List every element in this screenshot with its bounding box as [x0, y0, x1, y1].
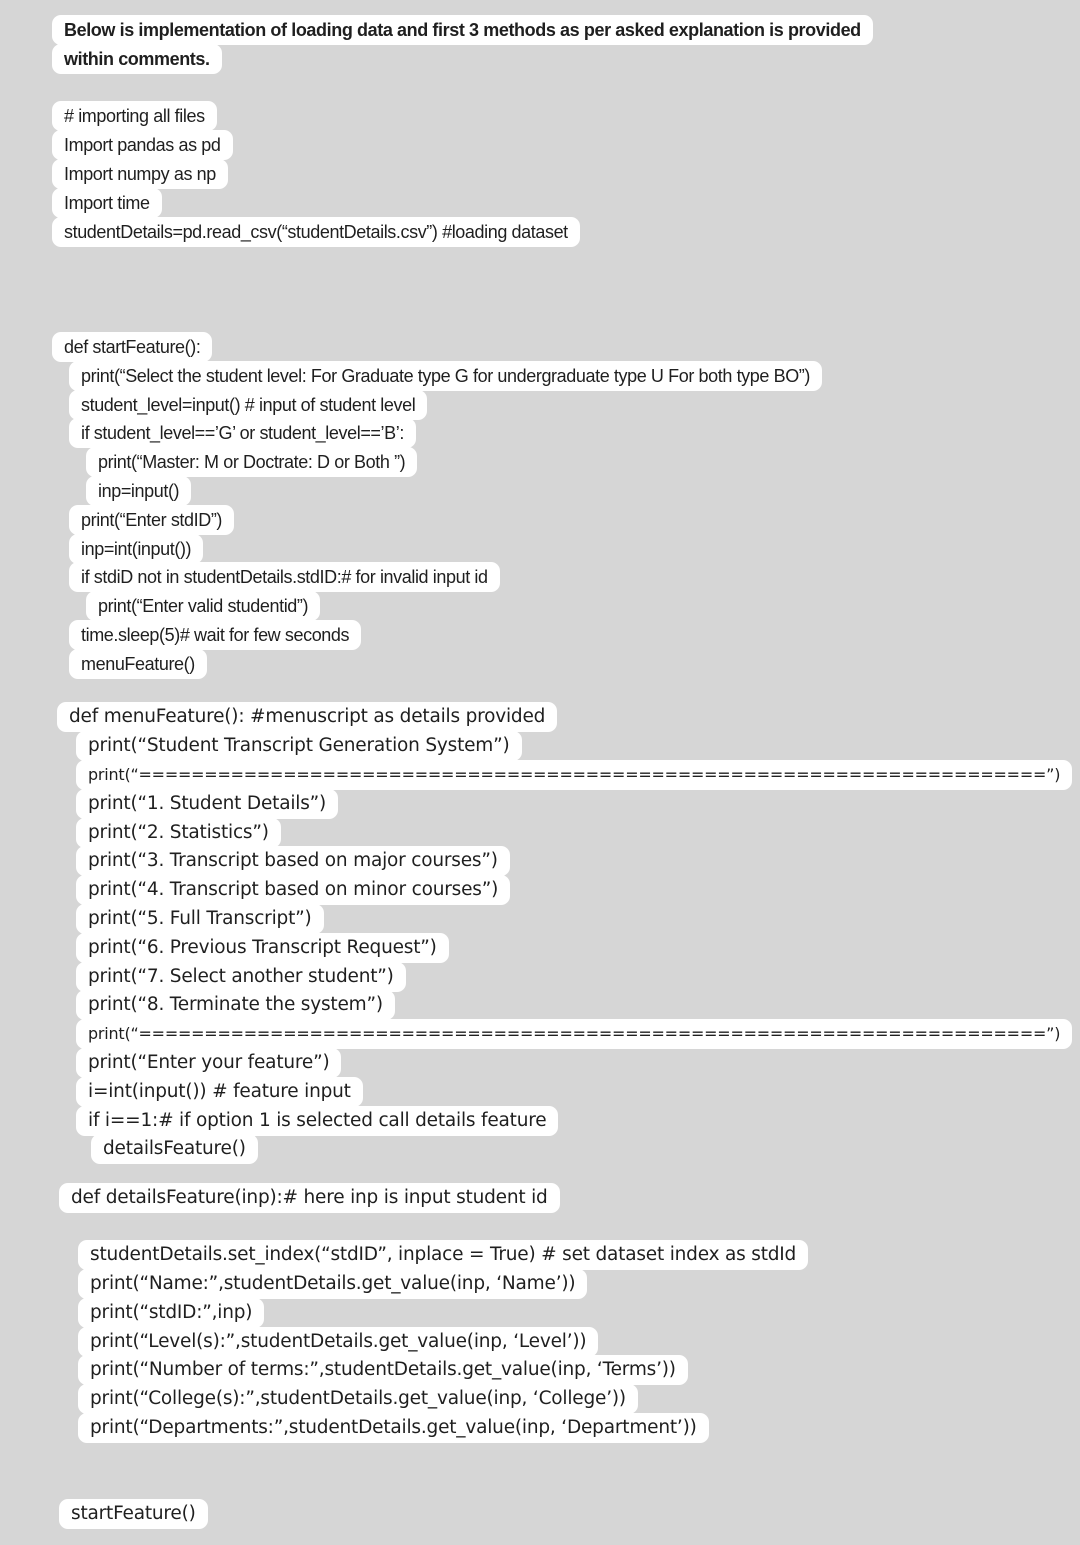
code-line-import-comment: # importing all files: [52, 101, 217, 131]
code-line: print(“7. Select another student”): [76, 962, 406, 992]
code-line: i=int(input()) # feature input: [76, 1077, 363, 1107]
code-line: print(“Departments:”,studentDetails.get_value(inp, ‘Department’)): [78, 1413, 709, 1443]
code-line: print(“Enter your feature”): [76, 1048, 341, 1078]
intro-line-1: Below is implementation of loading data and first 3 methods as per asked explanation is provided: [52, 15, 873, 45]
code-line: print(“6. Previous Transcript Request”): [76, 933, 449, 963]
code-line: print(“Level(s):”,studentDetails.get_value(inp, ‘Level’)): [78, 1327, 598, 1357]
code-line: print(“Enter stdID”): [69, 505, 234, 535]
code-line-import-pandas: Import pandas as pd: [52, 130, 233, 160]
code-line-import-numpy: Import numpy as np: [52, 159, 228, 189]
code-line: time.sleep(5)# wait for few seconds: [69, 620, 361, 650]
code-line: print(“Name:”,studentDetails.get_value(inp, ‘Name’)): [78, 1269, 587, 1299]
code-line: print(“College(s):”,studentDetails.get_value(inp, ‘College’)): [78, 1384, 638, 1414]
code-line: if student_level==’G’ or student_level==’B’:: [69, 418, 416, 448]
code-line: student_level=input() # input of student level: [69, 390, 427, 420]
code-line: print(“Enter valid studentid”): [86, 591, 320, 621]
code-line: print(“2. Statistics”): [76, 818, 281, 848]
code-line: print(“Student Transcript Generation System”): [76, 731, 522, 761]
code-line: print(“4. Transcript based on minor courses”): [76, 875, 510, 905]
code-line: print(“Master: M or Doctrate: D or Both ”): [86, 447, 417, 477]
code-line: menuFeature(): [69, 649, 207, 679]
code-line-def-start-feature: def startFeature():: [52, 332, 212, 362]
code-line: print(“8. Terminate the system”): [76, 990, 395, 1020]
code-line: studentDetails.set_index(“stdID”, inplace = True) # set dataset index as stdId: [78, 1240, 808, 1270]
code-line-def-details-feature: def detailsFeature(inp):# here inp is input student id: [59, 1183, 560, 1213]
code-line: print(“3. Transcript based on major courses”): [76, 846, 510, 876]
code-line-separator: print(“=====================================================================”): [76, 1019, 1072, 1049]
code-line-def-menu-feature: def menuFeature(): #menuscript as details provided: [57, 702, 557, 732]
code-line: inp=input(): [86, 476, 191, 506]
code-line: print(“stdID:”,inp): [78, 1298, 264, 1328]
code-line-separator: print(“=====================================================================”): [76, 760, 1072, 790]
intro-line-2: within comments.: [52, 44, 222, 74]
code-line-start-feature-call: startFeature(): [59, 1499, 208, 1529]
code-line: if stdiD not in studentDetails.stdID:# for invalid input id: [69, 562, 500, 592]
code-line: inp=int(input()): [69, 534, 203, 564]
code-line: print(“1. Student Details”): [76, 789, 338, 819]
code-line: print(“Number of terms:”,studentDetails.get_value(inp, ‘Terms’)): [78, 1355, 688, 1385]
code-line-import-time: Import time: [52, 188, 162, 218]
code-line: detailsFeature(): [91, 1134, 258, 1164]
code-line: print(“5. Full Transcript”): [76, 904, 324, 934]
code-line-read-csv: studentDetails=pd.read_csv(“studentDetails.csv”) #loading dataset: [52, 217, 580, 247]
code-line: print(“Select the student level: For Graduate type G for undergraduate type U For both type BO”): [69, 361, 822, 391]
code-line: if i==1:# if option 1 is selected call details feature: [76, 1106, 558, 1136]
